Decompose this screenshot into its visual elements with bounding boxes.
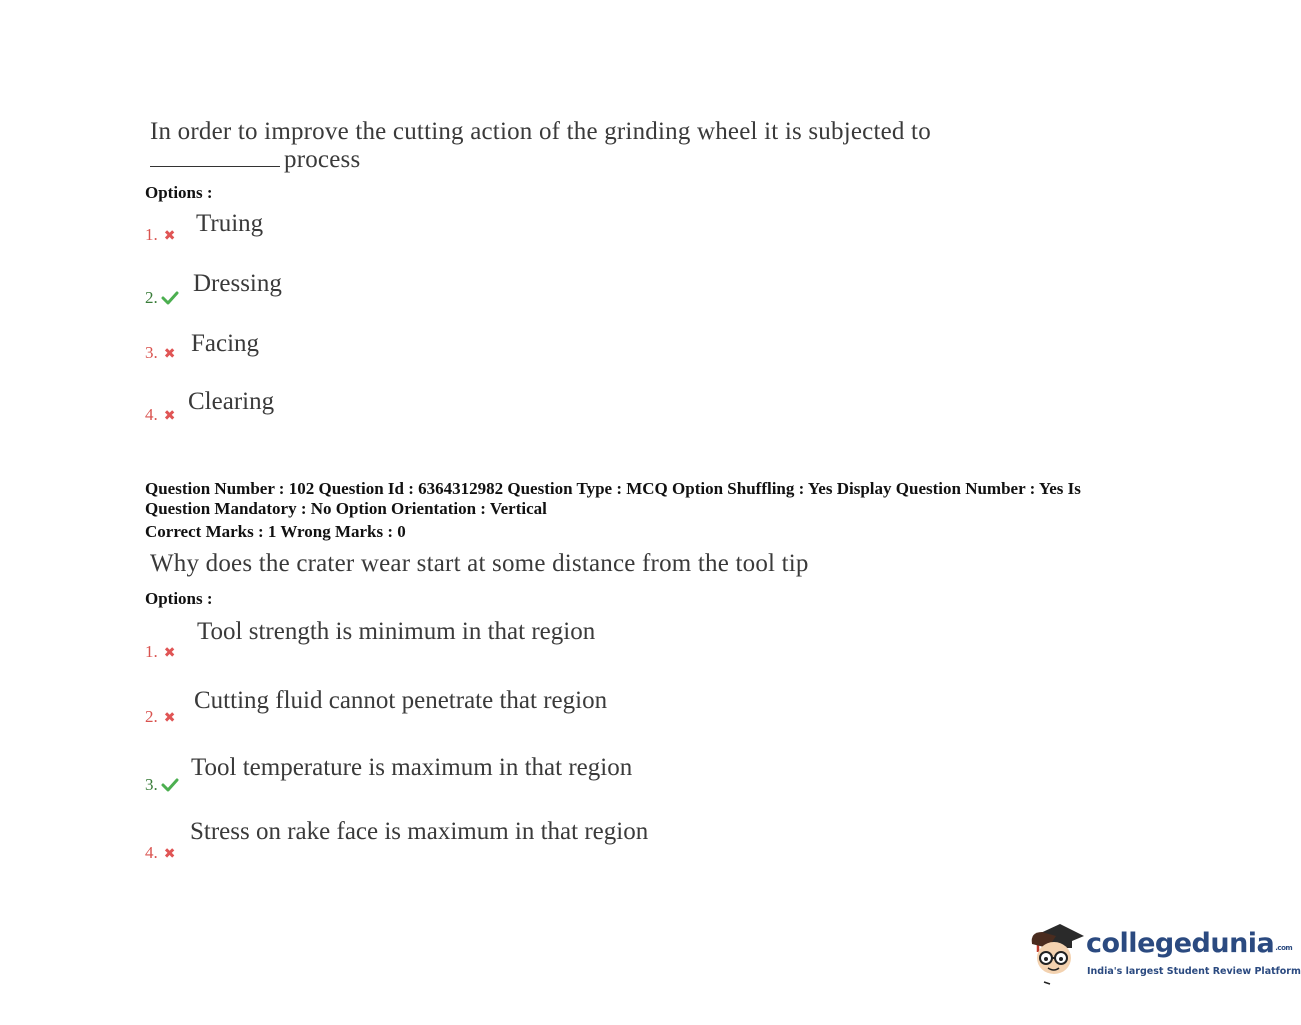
option-marker bbox=[145, 288, 178, 308]
cross-icon: ✖ bbox=[163, 346, 176, 362]
logo-name: collegedunia bbox=[1086, 928, 1275, 959]
cross-icon: ✖ bbox=[163, 645, 176, 661]
option-text: Dressing bbox=[193, 270, 282, 297]
marks-info: Correct Marks : 1 Wrong Marks : 0 bbox=[145, 522, 406, 541]
option-number: 2. bbox=[145, 707, 158, 726]
option-marker bbox=[145, 642, 175, 662]
logo-tagline: India's largest Student Review Platform bbox=[1087, 966, 1301, 977]
option-text: Clearing bbox=[188, 388, 275, 415]
check-icon bbox=[162, 778, 178, 792]
question-1-text-line1: In order to improve the cutting action of the grinding wheel it is subjected to bbox=[150, 118, 931, 145]
logo-wordmark bbox=[1086, 928, 1292, 959]
option-text: Facing bbox=[191, 330, 260, 357]
cross-icon: ✖ bbox=[163, 710, 176, 726]
answer-blank bbox=[150, 148, 280, 167]
option-number: 3. bbox=[145, 343, 158, 362]
option-number: 4. bbox=[145, 405, 158, 424]
option-text: Stress on rake face is maximum in that region bbox=[190, 818, 649, 845]
option-marker bbox=[145, 707, 175, 727]
logo-suffix: .com bbox=[1275, 944, 1293, 952]
option-text: Tool temperature is maximum in that region bbox=[191, 754, 633, 781]
option-number: 4. bbox=[145, 843, 158, 862]
option-marker bbox=[145, 225, 175, 245]
collegedunia-logo bbox=[1026, 918, 1301, 988]
check-icon bbox=[162, 291, 178, 305]
cross-icon: ✖ bbox=[163, 228, 176, 244]
question-meta-line2: Question Mandatory : No Option Orientation : Vertical bbox=[145, 499, 547, 518]
option-marker bbox=[145, 775, 178, 795]
option-text: Cutting fluid cannot penetrate that region bbox=[194, 687, 608, 714]
option-marker bbox=[145, 343, 175, 363]
options-label: Options : bbox=[145, 183, 213, 202]
cross-icon: ✖ bbox=[163, 846, 176, 862]
question-2-text: Why does the crater wear start at some distance from the tool tip bbox=[150, 550, 809, 577]
cross-icon: ✖ bbox=[163, 408, 176, 424]
option-marker bbox=[145, 843, 175, 863]
option-number: 2. bbox=[145, 288, 158, 307]
question-1-text-line2 bbox=[150, 146, 360, 174]
option-marker bbox=[145, 405, 175, 425]
question-meta-line1: Question Number : 102 Question Id : 6364312982 Question Type : MCQ Option Shuffling : Yes Display Question Number : Yes Is bbox=[145, 479, 1081, 498]
option-text: Truing bbox=[196, 210, 264, 237]
option-number: 3. bbox=[145, 775, 158, 794]
question-meta bbox=[145, 479, 1125, 519]
option-number: 1. bbox=[145, 642, 158, 661]
options-label: Options : bbox=[145, 589, 213, 608]
option-text: Tool strength is minimum in that region bbox=[197, 618, 596, 645]
mascot-icon bbox=[1026, 918, 1086, 986]
option-number: 1. bbox=[145, 225, 158, 244]
question-1-process-word: process bbox=[284, 146, 361, 173]
